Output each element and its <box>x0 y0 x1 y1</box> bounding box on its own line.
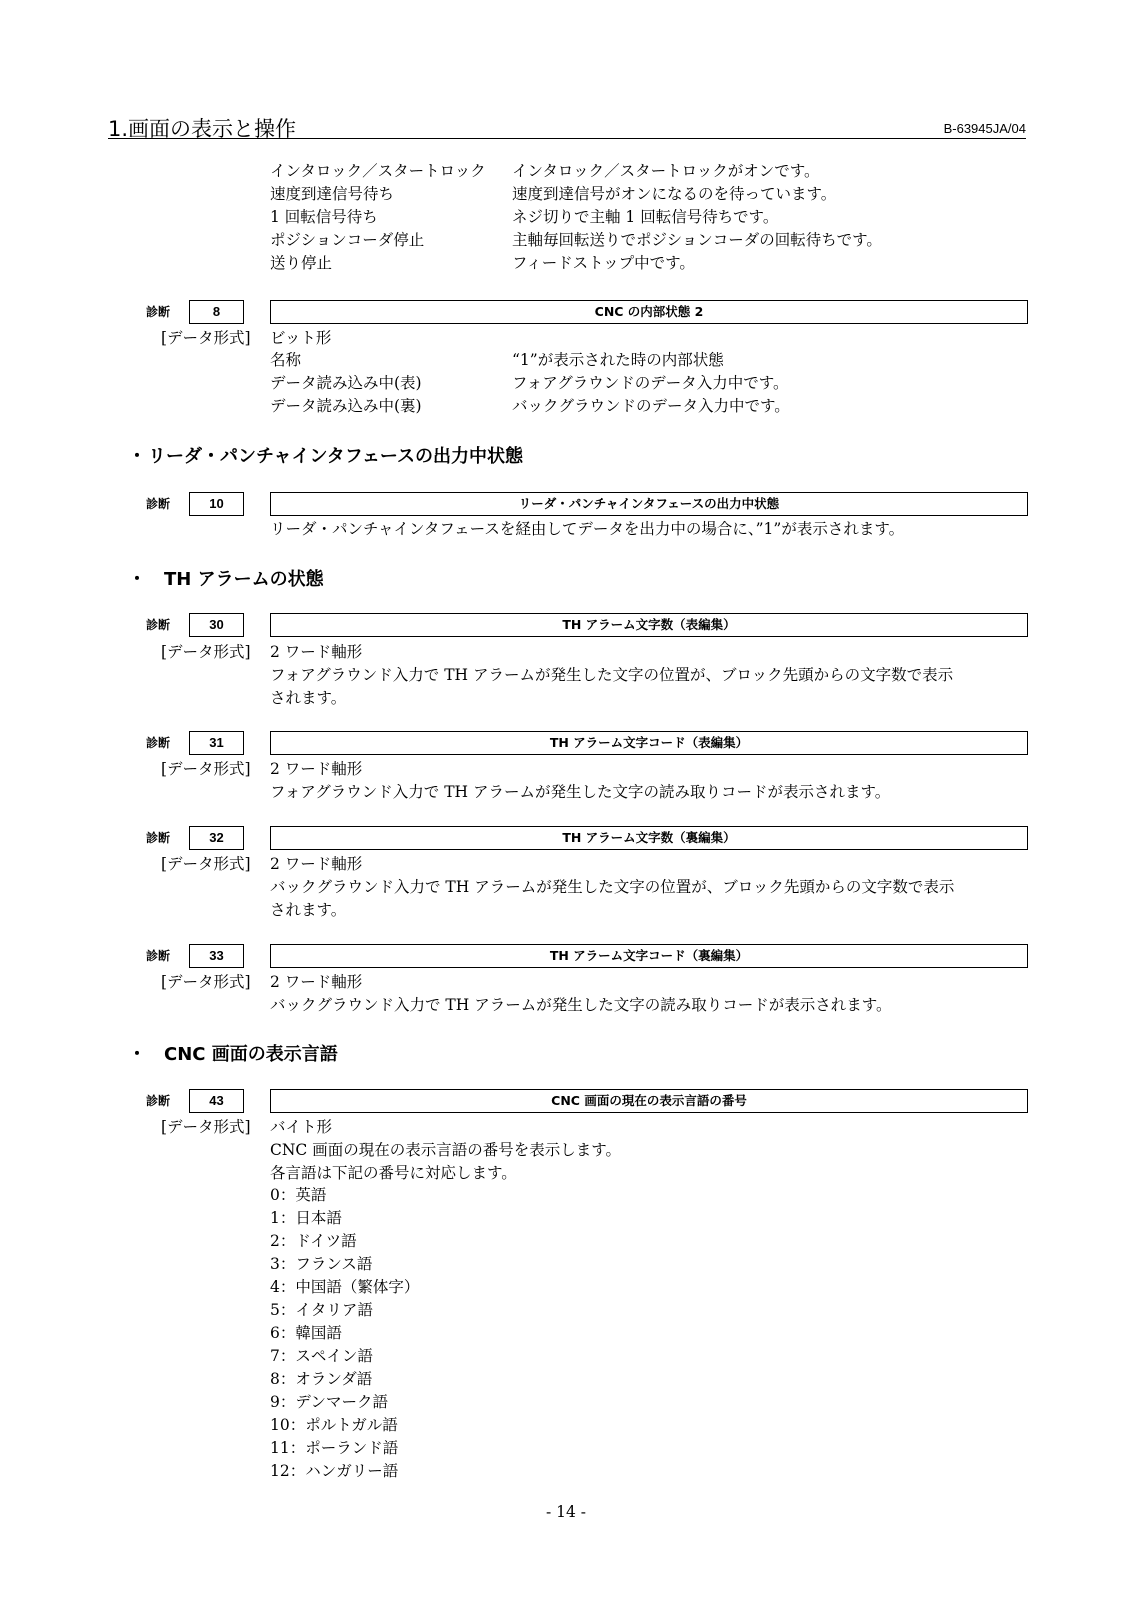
diag-title: CNC 画面の現在の表示言語の番号 <box>270 1089 1028 1113</box>
status-name: 速度到達信号待ち <box>270 185 395 203</box>
diag-description: 各言語は下記の番号に対応します。 <box>270 1164 517 1182</box>
bit-desc: “1”が表示された時の内部状態 <box>512 351 724 369</box>
diag-title: リーダ・パンチャインタフェースの出力中状態 <box>270 492 1028 516</box>
bit-name: 名称 <box>270 351 302 369</box>
language-item: 5：イタリア語 <box>270 1301 373 1319</box>
diag-description: バックグラウンド入力で TH アラームが発生した文字の読み取りコードが表示されます。 <box>270 996 892 1014</box>
format-value: バイト形 <box>270 1118 333 1136</box>
format-value: 2 ワード軸形 <box>270 760 363 778</box>
language-item: 2：ドイツ語 <box>270 1232 357 1250</box>
diag-number: 32 <box>189 826 244 850</box>
diag-number: 8 <box>189 300 244 324</box>
language-item: 7：スペイン語 <box>270 1347 373 1365</box>
section-heading <box>128 1040 338 1066</box>
document-code: B-63945JA/04 <box>943 121 1026 136</box>
diag-number: 10 <box>189 492 244 516</box>
language-item: 6：韓国語 <box>270 1324 342 1342</box>
diag-label: 診断 <box>146 497 171 511</box>
section-heading <box>128 565 324 591</box>
bit-desc: バックグラウンドのデータ入力中です。 <box>512 397 790 415</box>
section-bullet: ・ <box>128 1044 146 1065</box>
diag-description: されます。 <box>270 689 347 707</box>
section-title: リーダ・パンチャインタフェースの出力中状態 <box>148 446 523 467</box>
status-desc: 速度到達信号がオンになるのを待っています。 <box>512 185 837 203</box>
status-desc: インタロック／スタートロックがオンです。 <box>512 162 820 180</box>
diag-title: TH アラーム文字コード（裏編集） <box>270 944 1028 968</box>
format-label: [データ形式] <box>161 1118 251 1136</box>
diag-number: 33 <box>189 944 244 968</box>
diag-title: TH アラーム文字数（表編集） <box>270 613 1028 637</box>
format-label: [データ形式] <box>161 973 251 991</box>
section-bullet: ・ <box>128 446 146 467</box>
section-bullet: ・ <box>128 569 146 590</box>
status-desc: フィードストップ中です。 <box>512 254 695 272</box>
language-item: 0：英語 <box>270 1186 327 1204</box>
status-name: 1 回転信号待ち <box>270 208 378 226</box>
format-value: ビット形 <box>270 329 332 347</box>
diag-label: 診断 <box>146 736 171 750</box>
diag-label: 診断 <box>146 949 171 963</box>
section-heading <box>128 442 523 468</box>
language-item: 10：ポルトガル語 <box>270 1416 398 1434</box>
language-item: 9：デンマーク語 <box>270 1393 389 1411</box>
language-item: 8：オランダ語 <box>270 1370 373 1388</box>
page-number: - 14 - <box>545 1503 587 1521</box>
section-title: TH アラームの状態 <box>164 569 324 590</box>
diag-label: 診断 <box>146 305 171 319</box>
format-label: [データ形式] <box>161 855 251 873</box>
diag-description: リーダ・パンチャインタフェースを経由してデータを出力中の場合に、”1”が表示されます。 <box>270 520 905 538</box>
language-item: 11：ポーランド語 <box>270 1439 399 1457</box>
status-name: ポジションコーダ停止 <box>270 231 425 249</box>
format-value: 2 ワード軸形 <box>270 855 363 873</box>
diag-title: CNC の内部状態 2 <box>270 300 1028 324</box>
status-name: インタロック／スタートロック <box>270 162 486 180</box>
language-item: 1：日本語 <box>270 1209 342 1227</box>
status-desc: ネジ切りで主軸 1 回転信号待ちです。 <box>512 208 779 226</box>
language-item: 3：フランス語 <box>270 1255 373 1273</box>
format-label: [データ形式] <box>161 329 251 347</box>
diag-description: されます。 <box>270 901 347 919</box>
language-item: 12：ハンガリー語 <box>270 1462 399 1480</box>
diag-label: 診断 <box>146 1094 171 1108</box>
diag-description: CNC 画面の現在の表示言語の番号を表示します。 <box>270 1141 621 1159</box>
diag-number: 30 <box>189 613 244 637</box>
diag-description: フォアグラウンド入力で TH アラームが発生した文字の位置が、ブロック先頭からの文字数で表示 <box>270 666 954 684</box>
bit-name: データ読み込み中(裏) <box>270 397 422 415</box>
format-label: [データ形式] <box>161 643 251 661</box>
status-desc: 主軸毎回転送りでポジションコーダの回転待ちです。 <box>512 231 882 249</box>
diag-label: 診断 <box>146 618 171 632</box>
diag-description: バックグラウンド入力で TH アラームが発生した文字の位置が、ブロック先頭からの文字数で表示 <box>270 878 955 896</box>
status-name: 送り停止 <box>270 254 333 272</box>
format-value: 2 ワード軸形 <box>270 973 363 991</box>
format-label: [データ形式] <box>161 760 251 778</box>
format-value: 2 ワード軸形 <box>270 643 363 661</box>
diag-description: フォアグラウンド入力で TH アラームが発生した文字の読み取りコードが表示されます。 <box>270 783 891 801</box>
language-item: 4：中国語（繁体字） <box>270 1278 420 1296</box>
bit-name: データ読み込み中(表) <box>270 374 422 392</box>
bit-desc: フォアグラウンドのデータ入力中です。 <box>512 374 789 392</box>
diag-number: 31 <box>189 731 244 755</box>
diag-title: TH アラーム文字数（裏編集） <box>270 826 1028 850</box>
header-rule <box>108 138 1026 139</box>
section-title: CNC 画面の表示言語 <box>164 1044 338 1065</box>
diag-label: 診断 <box>146 831 171 845</box>
diag-title: TH アラーム文字コード（表編集） <box>270 731 1028 755</box>
page-header-title: 1.画面の表示と操作 <box>108 117 297 141</box>
diag-number: 43 <box>189 1089 244 1113</box>
